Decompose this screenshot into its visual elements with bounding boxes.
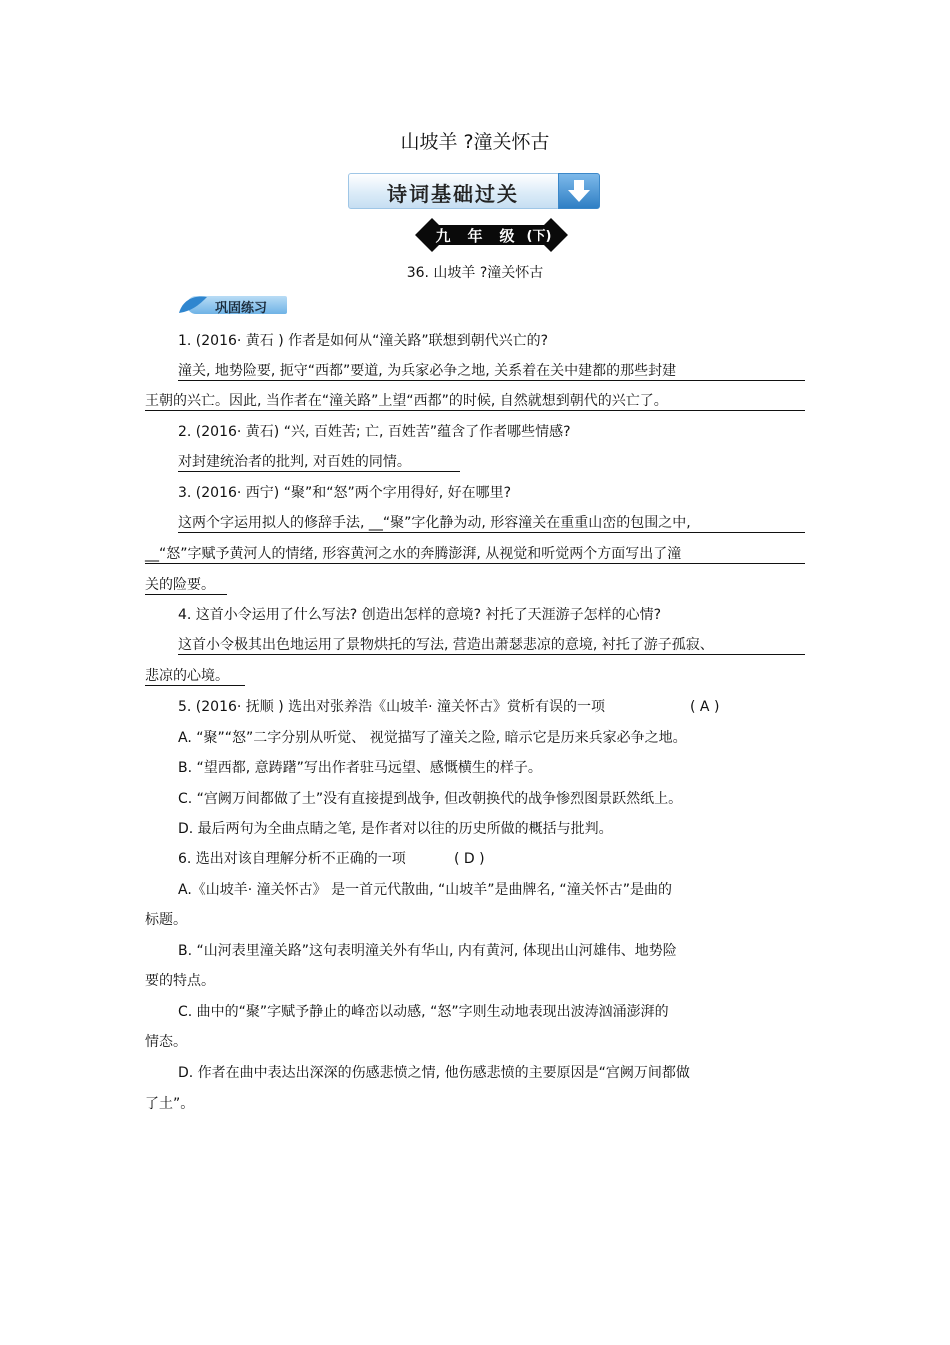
lesson-subtitle: 36. 山坡羊 ?潼关怀古: [406, 265, 544, 281]
section-tag: [175, 293, 290, 317]
grade-char: 年: [467, 227, 483, 245]
option-6-a-line-2: 标题。: [145, 912, 187, 928]
answer-6: ( D ): [454, 851, 485, 867]
option-6-c-line-1: C. 曲中的“聚”字赋予静止的峰峦以动感, “怒”字则生动地表现出波涛汹涌澎湃的: [178, 1004, 669, 1020]
answer-4-line-1: 这首小令极其出色地运用了景物烘托的写法, 营造出萧瑟悲凉的意境, 衬托了游子孤寂、: [178, 636, 805, 655]
leaf-icon: [175, 293, 211, 317]
question-1: 1. (2016· 黄石 ) 作者是如何从“潼关路”联想到朝代兴亡的?: [178, 333, 549, 349]
section-tag-label: 巩固练习: [215, 301, 268, 316]
banner-arrow-box: [558, 173, 600, 209]
option-5-b: B. “望西都, 意踌躇”写出作者驻马远望、感慨横生的样子。: [178, 760, 542, 776]
down-arrow-icon: [559, 174, 599, 208]
option-5-c: C. “宫阙万间都做了土”没有直接提到战争, 但改朝换代的战争惨烈图景跃然纸上。: [178, 791, 683, 807]
grade-badge: [420, 220, 563, 250]
question-2: 2. (2016· 黄石) “兴, 百姓苦; 亡, 百姓苦”蕴含了作者哪些情感?: [178, 424, 571, 440]
option-6-b-line-1: B. “山河表里潼关路”这句表明潼关外有华山, 内有黄河, 体现出山河雄伟、地势险: [178, 943, 677, 959]
grade-char: 级: [499, 227, 515, 245]
option-6-c-line-2: 情态。: [145, 1034, 187, 1050]
answer-1-line-1: 潼关, 地势险要, 扼守“西都”要道, 为兵家必争之地, 关系着在关中建都的那些封建: [178, 362, 805, 381]
option-6-a-line-1: A.《山坡羊· 潼关怀古》 是一首元代散曲, “山坡羊”是曲牌名, “潼关怀古”是曲的: [178, 882, 672, 898]
section-banner: [348, 173, 600, 209]
option-6-d-line-2: 了土”。: [145, 1096, 195, 1112]
grade-char: 九: [435, 227, 451, 245]
answer-5: ( A ): [690, 699, 720, 715]
option-5-d: D. 最后两句为全曲点睛之笔, 是作者对以往的历史所做的概括与批判。: [178, 821, 613, 837]
option-5-a: A. “聚”“怒”二字分别从听觉、 视觉描写了潼关之险, 暗示它是历来兵家必争之地。: [178, 730, 687, 746]
question-3: 3. (2016· 西宁) “聚”和“怒”两个字用得好, 好在哪里?: [178, 485, 512, 501]
banner-label: 诗词基础过关: [387, 182, 519, 206]
answer-3-line-1: 这两个字运用拟人的修辞手法, __“聚”字化静为动, 形容潼关在重重山峦的包围之中,: [178, 514, 805, 533]
answer-4-line-2: 悲凉的心境。: [145, 667, 245, 686]
question-6: 6. 选出对该自理解分析不正确的一项: [178, 851, 406, 867]
grade-char: (下): [526, 229, 552, 244]
page-title: 山坡羊 ?潼关怀古: [400, 131, 550, 153]
option-6-b-line-2: 要的特点。: [145, 973, 215, 989]
answer-3-line-3: 关的险要。: [145, 576, 227, 595]
option-6-d-line-1: D. 作者在曲中表达出深深的伤感悲愤之情, 他伤感悲愤的主要原因是“宫阙万间都做: [178, 1065, 690, 1081]
question-4: 4. 这首小令运用了什么写法? 创造出怎样的意境? 衬托了天涯游子怎样的心情?: [178, 607, 661, 623]
answer-1-line-2: 王朝的兴亡。因此, 当作者在“潼关路”上望“西都”的时候, 自然就想到朝代的兴亡了。: [145, 392, 805, 411]
question-5: 5. (2016· 抚顺 ) 选出对张养浩《山坡羊· 潼关怀古》赏析有误的一项: [178, 699, 606, 715]
answer-2-line-1: 对封建统治者的批判, 对百姓的同情。: [178, 453, 460, 472]
answer-3-line-2: __“怒”字赋予黄河人的情绪, 形容黄河之水的奔腾澎湃, 从视觉和听觉两个方面写出了潼: [145, 545, 805, 564]
